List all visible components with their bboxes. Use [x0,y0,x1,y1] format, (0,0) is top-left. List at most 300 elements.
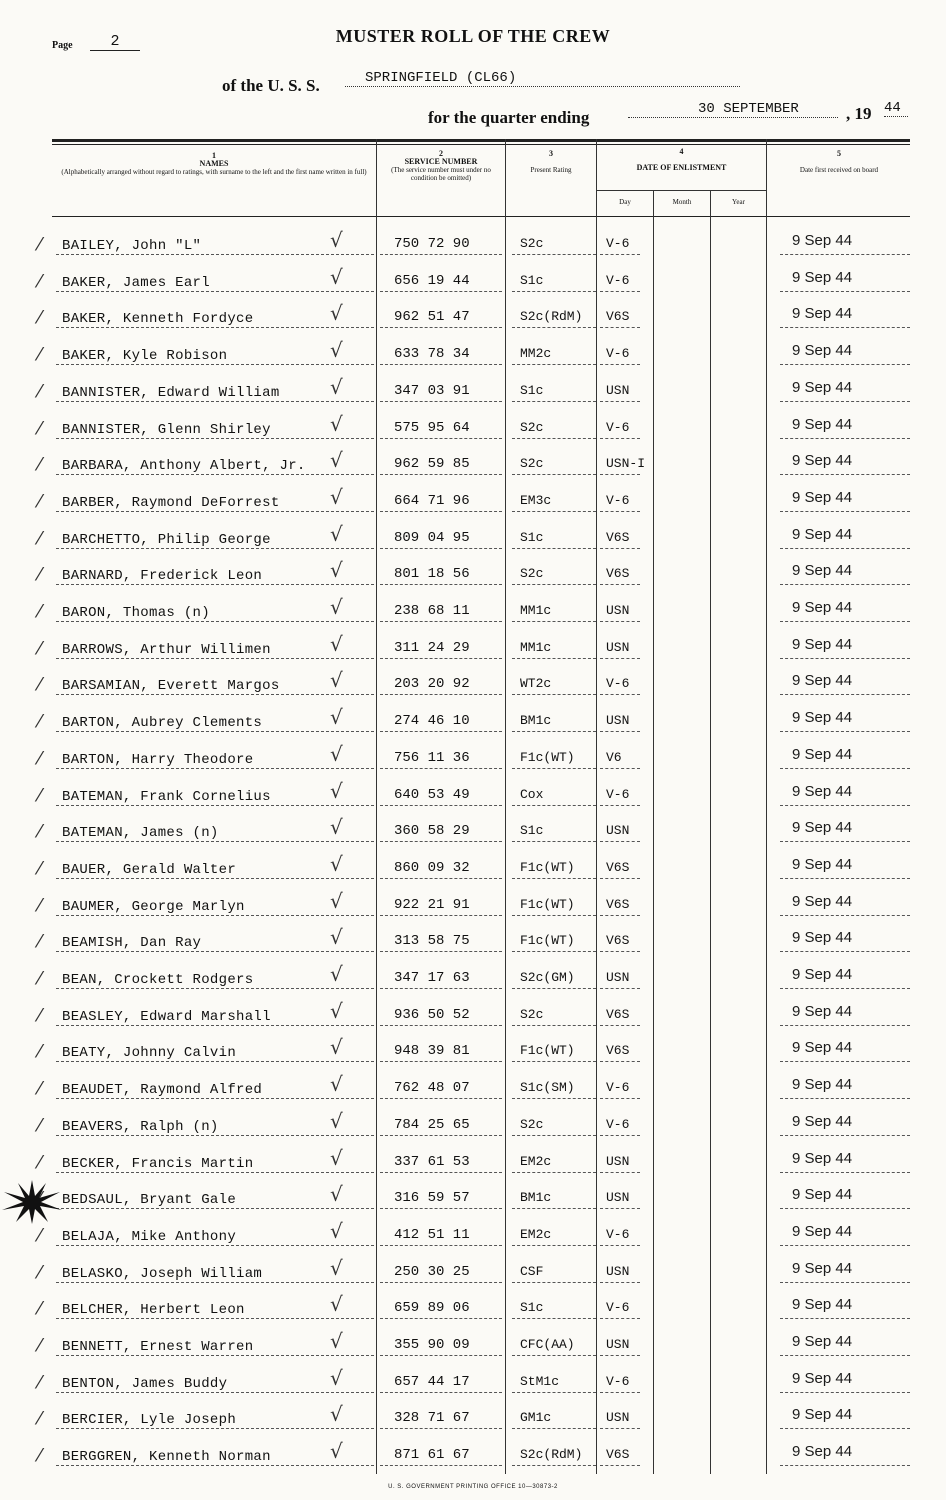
enlistment-type: USN [606,1190,630,1206]
quarter-label: for the quarter ending [428,108,590,127]
row-underline [512,511,596,512]
check-mark-icon: √ [330,1439,343,1464]
date-received: 9 Sep 44 [792,1039,853,1057]
roll-tick-icon: ⁄ [38,1445,42,1467]
row-underline [512,548,596,549]
roll-tick-icon: ⁄ [38,1261,42,1283]
year-value: 44 [884,100,908,117]
row-underline [56,731,374,732]
table-row [0,997,946,1033]
service-number: 311 24 29 [394,639,470,656]
crew-name: BERCIER, Lyle Joseph [62,1412,237,1429]
row-underline [600,621,640,622]
service-number: 962 59 85 [394,456,470,473]
row-underline [780,621,910,622]
table-row [0,263,946,299]
date-received: 9 Sep 44 [792,855,853,873]
row-underline [600,1392,640,1393]
row-underline [600,951,640,952]
crew-name: BECKER, Francis Martin [62,1155,254,1172]
crew-name: BAKER, Kyle Robison [62,348,228,365]
check-mark-icon: √ [330,1145,343,1170]
service-number: 355 90 09 [394,1337,470,1353]
row-underline [56,1355,374,1356]
present-rating: S1c [520,529,544,545]
table-row [0,1254,946,1290]
table-row [0,1033,946,1069]
date-received: 9 Sep 44 [792,966,853,983]
table-row [0,1400,946,1436]
service-number: 756 11 36 [394,749,470,766]
row-underline [780,1135,910,1136]
row-underline [380,621,502,622]
crew-name: BANNISTER, Edward William [62,384,280,401]
check-mark-icon: √ [330,1329,343,1353]
date-received: 9 Sep 44 [792,232,853,249]
row-underline [780,694,910,695]
service-number: 762 48 07 [394,1080,470,1097]
enlistment-type: USN [606,1153,630,1169]
roll-tick-icon: ⁄ [38,821,42,843]
row-underline [512,915,596,916]
table-row [0,1107,946,1143]
check-mark-icon: √ [330,595,343,619]
date-received: 9 Sep 44 [792,892,853,910]
enlistment-type: USN [606,713,630,729]
roll-tick-icon: ⁄ [38,637,42,659]
table-row [0,960,946,996]
present-rating: MM2c [520,346,552,362]
present-rating: S1c [520,1300,544,1316]
crew-name: BEAVERS, Ralph (n) [62,1118,219,1135]
present-rating: F1c(WT) [520,749,575,765]
row-underline [512,1208,596,1209]
row-underline [780,511,910,512]
present-rating: GM1c [520,1410,552,1426]
service-number: 347 03 91 [394,382,470,399]
service-number: 936 50 52 [394,1006,470,1023]
crew-name: BARTON, Aubrey Clements [62,715,263,732]
row-underline [56,951,374,952]
row-underline [380,988,502,989]
present-rating: S1c [520,823,544,839]
row-underline [512,1355,596,1356]
roll-tick-icon: ⁄ [38,857,42,879]
service-number: 250 30 25 [394,1263,470,1280]
date-received: 9 Sep 44 [792,635,853,653]
row-underline [512,401,596,402]
date-received: 9 Sep 44 [792,782,853,800]
roll-tick-icon: ⁄ [38,380,42,402]
date-received: 9 Sep 44 [792,1259,853,1277]
date-received: 9 Sep 44 [792,745,853,763]
row-underline [780,878,910,879]
crew-name: BELAJA, Mike Anthony [62,1228,237,1245]
column-header-month: Month [672,198,692,206]
roll-tick-icon: ⁄ [38,1078,42,1100]
ship-name: SPRINGFIELD (CL66) [345,70,740,87]
check-mark-icon: √ [330,1365,343,1390]
row-underline [780,1392,910,1393]
row-underline [56,621,374,622]
row-underline [600,438,640,439]
table-row [0,1437,946,1473]
date-received: 9 Sep 44 [792,1369,853,1387]
present-rating: BM1c [520,1190,552,1206]
present-rating: WT2c [520,676,552,692]
column-header-year: Year [732,198,745,206]
check-mark-icon: √ [330,1035,343,1060]
crew-name: BEDSAUL, Bryant Gale [62,1192,237,1209]
crew-name: BELASKO, Joseph William [62,1265,263,1282]
row-underline [56,1465,374,1466]
enlistment-type: V6S [606,1447,630,1463]
check-mark-icon: √ [330,998,343,1023]
row-underline [600,1355,640,1356]
date-received: 9 Sep 44 [792,1149,853,1167]
row-underline [600,1135,640,1136]
row-underline [512,438,596,439]
row-underline [780,768,910,769]
date-received: 9 Sep 44 [792,929,853,947]
row-underline [600,1318,640,1319]
date-received: 9 Sep 44 [792,1002,853,1020]
row-underline [56,1392,374,1393]
row-underline [380,1392,502,1393]
present-rating: EM2c [520,1153,552,1169]
check-mark-icon: √ [330,851,343,876]
row-underline [780,1245,910,1246]
check-mark-icon: √ [330,741,343,766]
date-received: 9 Sep 44 [792,1076,853,1094]
enlistment-type: V6S [606,529,630,545]
page-number: 2 [90,33,140,51]
table-row [0,1144,946,1180]
service-number: 809 04 95 [394,529,470,546]
row-underline [600,731,640,732]
row-underline [512,327,596,328]
check-mark-icon: √ [330,1072,343,1097]
row-underline [512,1318,596,1319]
row-underline [380,327,502,328]
roll-tick-icon: ⁄ [38,747,42,769]
row-underline [780,841,910,842]
date-received: 9 Sep 44 [792,1296,853,1314]
row-underline [380,1208,502,1209]
printing-office-footer: U. S. GOVERNMENT PRINTING OFFICE 10—30873-2 [388,1484,558,1490]
present-rating: S2c [520,1006,544,1022]
table-row [0,887,946,923]
service-number: 962 51 47 [394,309,470,326]
crew-name: BEAMISH, Dan Ray [62,935,202,952]
row-underline [512,1098,596,1099]
crew-name: BAUMER, George Marlyn [62,898,245,915]
row-underline [600,584,640,585]
service-number: 633 78 34 [394,346,470,363]
quarter-value: 30 SEPTEMBER [628,101,838,118]
check-mark-icon: √ [330,301,343,326]
date-received: 9 Sep 44 [792,709,853,727]
roll-tick-icon: ⁄ [38,1004,42,1026]
service-number: 360 58 29 [394,823,470,840]
enlistment-type: V-6 [606,346,630,362]
row-underline [600,364,640,365]
crew-name: BATEMAN, James (n) [62,825,219,842]
row-underline [512,584,596,585]
enlistment-type: USN [606,823,630,839]
table-row [0,226,946,262]
year-label: , 19 [846,104,872,123]
row-underline [380,658,502,659]
date-received: 9 Sep 44 [792,342,853,360]
roll-tick-icon: ⁄ [38,931,42,953]
enlistment-type: V6S [606,896,630,912]
row-underline [780,1025,910,1026]
row-underline [56,1172,374,1173]
star-mark-icon [2,1180,62,1224]
check-mark-icon: √ [330,705,343,730]
crew-name: BEAUDET, Raymond Alfred [62,1082,263,1099]
enlistment-type: USN-I [606,456,646,472]
crew-name: BERGGREN, Kenneth Norman [62,1449,271,1466]
crew-name: BEASLEY, Edward Marshall [62,1008,271,1025]
check-mark-icon: √ [330,888,343,913]
table-row [0,703,946,739]
check-mark-icon: √ [330,411,343,436]
row-underline [600,1465,640,1466]
row-underline [512,621,596,622]
date-received: 9 Sep 44 [792,488,853,506]
table-row [0,1327,946,1363]
present-rating: S2c [520,566,544,582]
row-underline [512,1025,596,1026]
row-underline [780,1282,910,1283]
row-underline [56,438,374,439]
column-header-day: Day [619,198,631,206]
service-number: 316 59 57 [394,1190,470,1207]
row-underline [56,878,374,879]
crew-name: BARBARA, Anthony Albert, Jr. [62,458,306,475]
row-underline [512,988,596,989]
present-rating: MM1c [520,639,552,655]
row-underline [600,1428,640,1429]
row-underline [380,1318,502,1319]
table-row [0,923,946,959]
row-underline [600,988,640,989]
service-number: 664 71 96 [394,492,470,509]
row-underline [512,254,596,255]
check-mark-icon: √ [330,778,343,803]
crew-name: BARON, Thomas (n) [62,605,210,621]
present-rating: S2c(GM) [520,970,575,985]
row-underline [380,1428,502,1429]
row-underline [512,694,596,695]
present-rating: Cox [520,786,544,802]
enlistment-type: V-6 [606,492,630,508]
row-underline [380,1098,502,1099]
row-underline [56,1135,374,1136]
service-number: 347 17 63 [394,970,470,986]
table-row [0,1290,946,1326]
row-underline [512,1135,596,1136]
row-underline [56,694,374,695]
present-rating: MM1c [520,603,552,618]
present-rating: BM1c [520,713,552,729]
row-underline [780,915,910,916]
row-underline [512,1061,596,1062]
roll-tick-icon: ⁄ [38,894,42,916]
enlistment-type: USN [606,1337,630,1352]
roll-tick-icon: ⁄ [38,1371,42,1393]
enlistment-subdivider [597,190,766,191]
row-underline [780,364,910,365]
row-underline [780,1318,910,1319]
table-row [0,373,946,409]
crew-name: BAKER, James Earl [62,274,210,291]
roll-tick-icon: ⁄ [38,527,42,549]
present-rating: S1c [520,272,544,288]
present-rating: EM3c [520,492,552,508]
page-title: MUSTER ROLL OF THE CREW [335,26,611,46]
table-row [0,520,946,556]
present-rating: F1c(WT) [520,859,575,875]
enlistment-type: V-6 [606,1116,630,1132]
row-underline [780,1428,910,1429]
enlistment-type: V6S [606,933,630,949]
row-underline [600,1208,640,1209]
enlistment-type: V6 [606,749,622,765]
check-mark-icon: √ [330,668,343,693]
check-mark-icon: √ [330,1255,343,1280]
service-number: 750 72 90 [394,236,470,252]
row-underline [380,915,502,916]
roll-tick-icon: ⁄ [38,1335,42,1356]
row-underline [600,291,640,292]
date-received: 9 Sep 44 [792,562,853,580]
row-underline [380,254,502,255]
enlistment-type: V-6 [606,1300,630,1316]
row-underline [380,768,502,769]
date-received: 9 Sep 44 [792,1443,853,1461]
service-number: 922 21 91 [394,896,470,913]
date-received: 9 Sep 44 [792,1222,853,1240]
row-underline [780,327,910,328]
column-header-received: 5 Date first received on board [799,149,879,174]
check-mark-icon: √ [330,1218,343,1243]
service-number: 657 44 17 [394,1373,470,1390]
row-underline [380,1172,502,1173]
column-header-enlistment: 4 DATE OF ENLISTMENT [636,147,727,172]
roll-tick-icon: ⁄ [38,344,42,366]
enlistment-type: USN [606,603,630,618]
row-underline [380,841,502,842]
row-underline [512,291,596,292]
row-underline [56,1428,374,1429]
roll-tick-icon: ⁄ [38,601,42,622]
row-underline [380,731,502,732]
table-row [0,483,946,519]
row-underline [512,1282,596,1283]
row-underline [56,805,374,806]
row-underline [600,327,640,328]
row-underline [512,1465,596,1466]
present-rating: S2c [520,236,544,251]
present-rating: F1c(WT) [520,896,575,912]
row-underline [780,1061,910,1062]
enlistment-type: V-6 [606,236,630,251]
roll-tick-icon: ⁄ [38,1114,42,1136]
row-underline [600,254,640,255]
row-underline [380,474,502,475]
roll-tick-icon: ⁄ [38,1298,42,1320]
table-row [0,777,946,813]
date-received: 9 Sep 44 [792,672,853,690]
page-label: Page [52,40,73,51]
table-row [0,740,946,776]
row-underline [780,1355,910,1356]
check-mark-icon: √ [330,374,343,399]
enlistment-type: V6S [606,1006,630,1022]
column-header-names: 1 NAMES (Alphabetically arranged without regard to ratings, with surname to the left and the first name written in full) [61,151,367,176]
roll-tick-icon: ⁄ [38,307,42,329]
service-number: 238 68 11 [394,603,470,619]
crew-name: BAKER, Kenneth Fordyce [62,311,254,328]
row-underline [780,548,910,549]
crew-name: BARBER, Raymond DeForrest [62,494,280,511]
service-number: 313 58 75 [394,933,470,950]
service-number: 274 46 10 [394,713,470,730]
row-underline [512,1172,596,1173]
check-mark-icon: √ [330,264,343,289]
check-mark-icon: √ [330,631,343,656]
row-underline [512,731,596,732]
crew-name: BELCHER, Herbert Leon [62,1302,245,1319]
crew-name: BARROWS, Arthur Willimen [62,641,271,658]
row-underline [380,511,502,512]
crew-name: BARTON, Harry Theodore [62,751,254,768]
present-rating: S2c(RdM) [520,1447,583,1463]
service-number: 640 53 49 [394,786,470,803]
crew-name: BANNISTER, Glenn Shirley [62,421,271,438]
enlistment-type: V6S [606,1043,630,1059]
table-row [0,446,946,482]
enlistment-type: V-6 [606,1226,630,1242]
present-rating: S2c [520,1116,544,1132]
row-underline [780,438,910,439]
row-underline [380,401,502,402]
check-mark-icon: √ [330,521,343,546]
date-received: 9 Sep 44 [792,1186,853,1204]
row-underline [380,1355,502,1356]
header-bottom-rule [52,216,910,217]
check-mark-icon: √ [330,558,343,583]
check-mark-icon: √ [330,338,343,363]
date-received: 9 Sep 44 [792,819,853,837]
row-underline [600,401,640,402]
check-mark-icon: √ [330,962,343,986]
row-underline [780,1172,910,1173]
row-underline [780,401,910,402]
row-underline [380,1245,502,1246]
row-underline [56,841,374,842]
row-underline [780,1465,910,1466]
check-mark-icon: √ [330,448,343,473]
check-mark-icon: √ [330,925,343,950]
row-underline [600,1245,640,1246]
crew-name: BENTON, James Buddy [62,1375,228,1392]
date-received: 9 Sep 44 [792,452,853,470]
row-underline [512,474,596,475]
